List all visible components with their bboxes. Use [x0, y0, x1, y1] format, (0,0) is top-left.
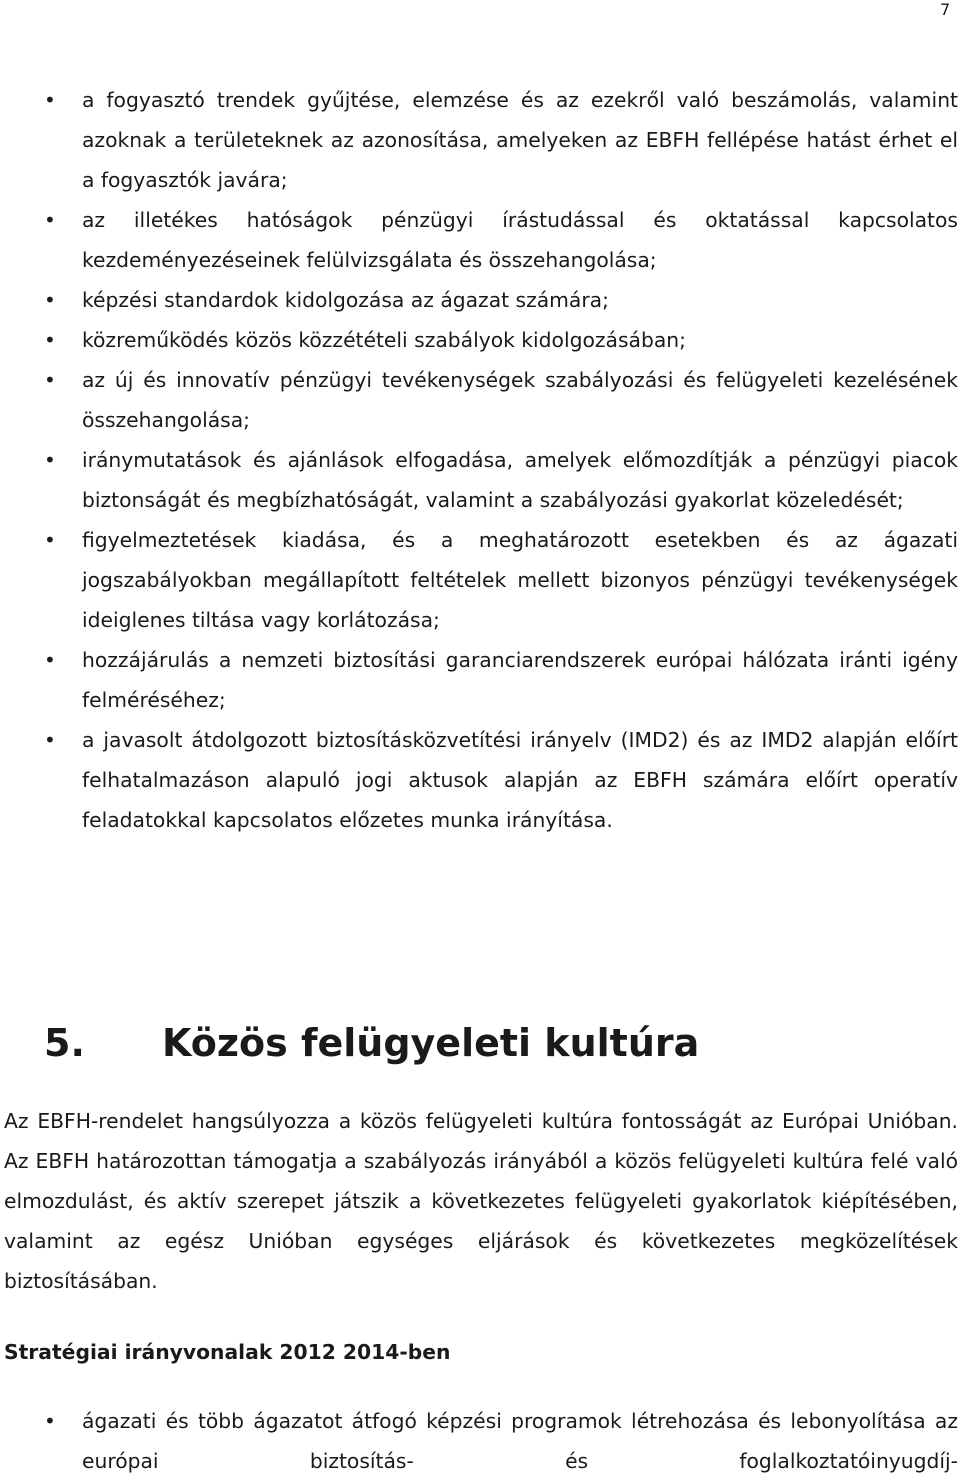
subheading: Stratégiai irányvonalak 2012 2014-ben	[4, 1340, 451, 1364]
list-item: • hozzájárulás a nemzeti biztosítási garanciarendszerek európai hálózata iránti igény felméréséhez;	[0, 640, 960, 720]
list-item: • a fogyasztó trendek gyűjtése, elemzése és az ezekről való beszámolás, valamint azoknak a területeknek az azonosítása, amelyeken az EBFH fellépése hatást érhet el a fogyasztók javára;	[0, 80, 960, 200]
list-item: • a javasolt átdolgozott biztosításközvetítési irányelv (IMD2) és az IMD2 alapján előírt felhatalmazáson alapuló jogi aktusok alapján az EBFH számára előírt operatív feladatokkal kapcsolatos előzetes munka irányítása.	[0, 720, 960, 840]
section-title: Közös felügyeleti kultúra	[162, 1021, 700, 1065]
list-item: • az illetékes hatóságok pénzügyi írástudással és oktatással kapcsolatos kezdeményezéseinek felülvizsgálata és összehangolása;	[0, 200, 960, 280]
list-item: • közreműködés közös közzétételi szabályok kidolgozásában;	[0, 320, 960, 360]
list-item: • iránymutatások és ajánlások elfogadása, amelyek előmozdítják a pénzügyi piacok biztonságát és megbízhatóságát, valamint a szabályozási gyakorlat közeledését;	[0, 440, 960, 520]
body-paragraph: Az EBFH-rendelet hangsúlyozza a közös felügyeleti kultúra fontosságát az Európai Unióban. Az EBFH határozottan támogatja a szabályozás irányából a közös felügyeleti kultúra felé való elmozdulást, és aktív szerepet játszik a következetes felügyeleti gyakorlatok kiépítésében, valamint az egész Unióban egységes eljárások és következetes megközelítések biztosításában.	[4, 1109, 958, 1293]
list-item: • az új és innovatív pénzügyi tevékenységek szabályozási és felügyeleti kezelésének összehangolása;	[0, 360, 960, 440]
bullet-list	[0, 80, 960, 840]
section-heading	[44, 1018, 699, 1068]
section-number: 5.	[44, 1021, 85, 1065]
list-item: • figyelmeztetések kiadása, és a meghatározott esetekben és az ágazati jogszabályokban megállapított feltételek mellett bizonyos pénzügyi tevékenységek ideiglenes tiltása vagy korlátozása;	[0, 520, 960, 640]
bullet-list-2	[0, 1401, 960, 1481]
list-item: • ágazati és több ágazatot átfogó képzési programok létrehozása és lebonyolítása az európai biztosítás- és foglalkoztatóinyugdíj-	[0, 1401, 960, 1481]
page-number: 7	[940, 0, 951, 19]
list-item: • képzési standardok kidolgozása az ágazat számára;	[0, 280, 960, 320]
